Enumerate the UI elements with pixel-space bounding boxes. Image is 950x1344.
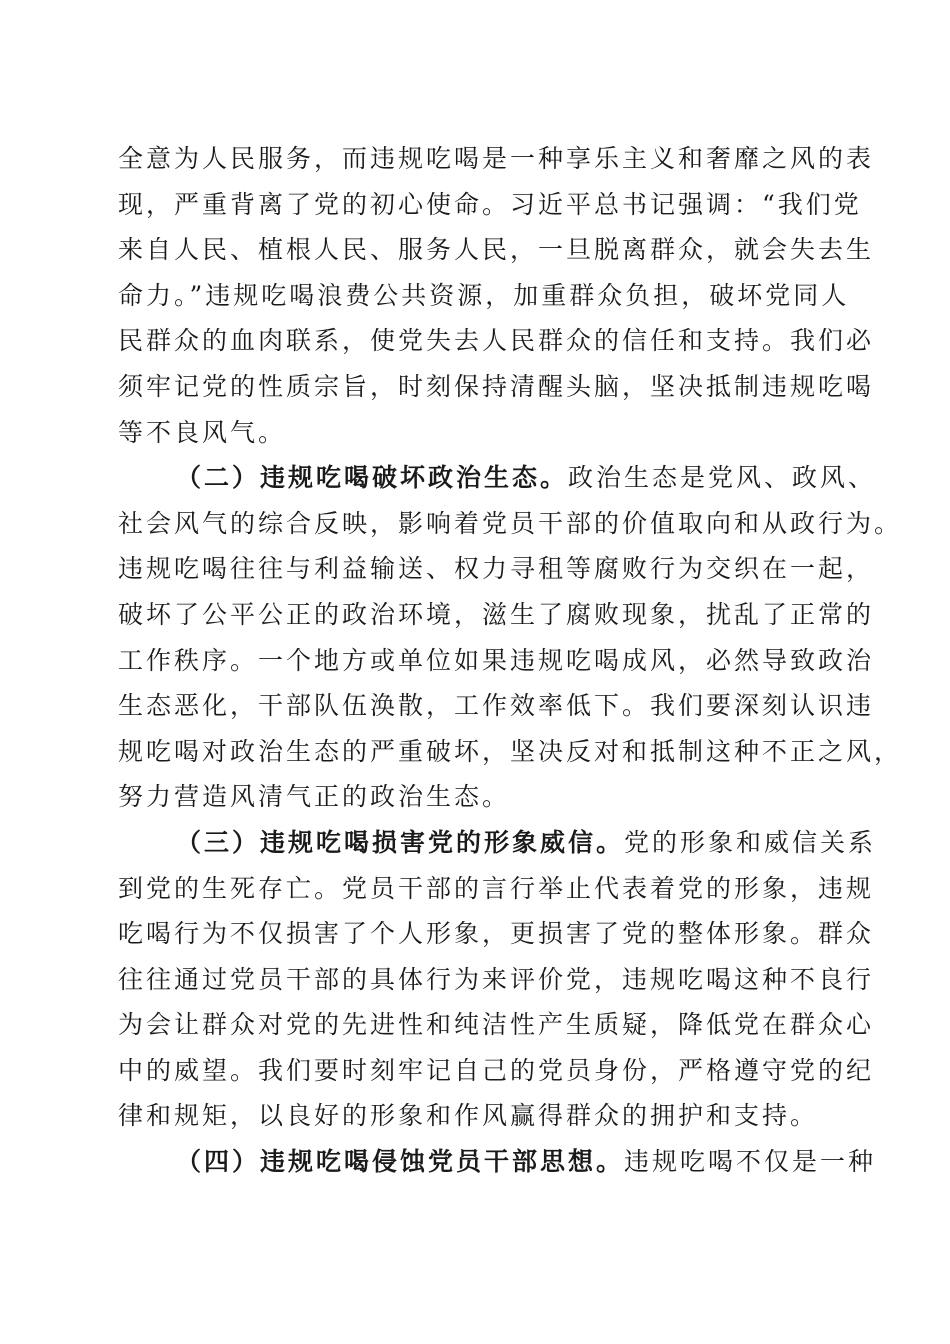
text-line: 为会让群众对党的先进性和纯洁性产生质疑，降低党在群众心	[118, 1010, 875, 1040]
text-line: 全意为人民服务，而违规吃喝是一种享乐主义和奢靡之风的表	[118, 144, 875, 173]
paragraph-4	[118, 1139, 877, 1185]
text-line: 往往通过党员干部的具体行为来评价党，违规吃喝这种不良行	[118, 964, 875, 994]
text-line: 工作秩序。一个地方或单位如果违规吃喝成风，必然导致政治	[118, 645, 875, 675]
text-line: 到党的生死存亡。党员干部的言行举止代表着党的形象，违规	[118, 873, 875, 903]
paragraph-1	[118, 136, 875, 455]
text-line: 来自人民、植根人民、服务人民，一旦脱离群众，就会失去生	[118, 235, 875, 265]
paragraph-first-line	[118, 1139, 877, 1185]
text-run: 违规吃喝不仅是一种	[624, 1147, 877, 1177]
text-line: 努力营造风清气正的政治生态。	[118, 782, 511, 812]
text-line: 律和规矩，以良好的形象和作风赢得群众的拥护和支持。	[118, 1101, 819, 1131]
text-line: 吃喝行为不仅损害了个人形象，更损害了党的整体形象。群众	[118, 919, 875, 949]
text-line: 等不良风气。	[118, 417, 287, 447]
text-line: 社会风气的综合反映，影响着党员干部的价值取向和从政行为。	[118, 508, 903, 538]
text-line: 现，严重背离了党的初心使命。习近平总书记强调：“我们党	[118, 189, 862, 219]
paragraph-3	[118, 820, 877, 1139]
text-line: 须牢记党的性质宗旨，时刻保持清醒头脑，坚决抵制违规吃喝	[118, 371, 875, 401]
section-heading: （三）违规吃喝损害党的形象威信。	[176, 827, 625, 857]
text-line: 生态恶化，干部队伍涣散，工作效率低下。我们要深刻认识违	[118, 691, 875, 721]
paragraph-first-line	[118, 820, 877, 866]
text-line: 破坏了公平公正的政治环境，滋生了腐败现象，扰乱了正常的	[118, 599, 875, 629]
text-line: 规吃喝对政治生态的严重破坏，坚决反对和抵制这种不正之风，	[118, 736, 903, 766]
text-line: 中的威望。我们要时刻牢记自己的党员身份，严格遵守党的纪	[118, 1055, 875, 1085]
text-line: 违规吃喝往往与利益输送、权力寻租等腐败行为交织在一起，	[118, 554, 875, 584]
text-line: 民群众的血肉联系，使党失去人民群众的信任和支持。我们必	[118, 326, 875, 356]
section-heading: （四）违规吃喝侵蚀党员干部思想。	[176, 1147, 625, 1177]
text-run: 党的形象和威信关系	[624, 827, 877, 857]
section-heading: （二）违规吃喝破坏政治生态。	[176, 463, 569, 493]
text-line: 命力。”违规吃喝浪费公共资源，加重群众负担，破坏党同人	[118, 280, 850, 310]
document-body	[118, 136, 903, 1185]
paragraph-first-line	[118, 455, 877, 501]
paragraph-2	[118, 455, 903, 820]
text-run: 政治生态是党风、政风、	[568, 463, 877, 493]
